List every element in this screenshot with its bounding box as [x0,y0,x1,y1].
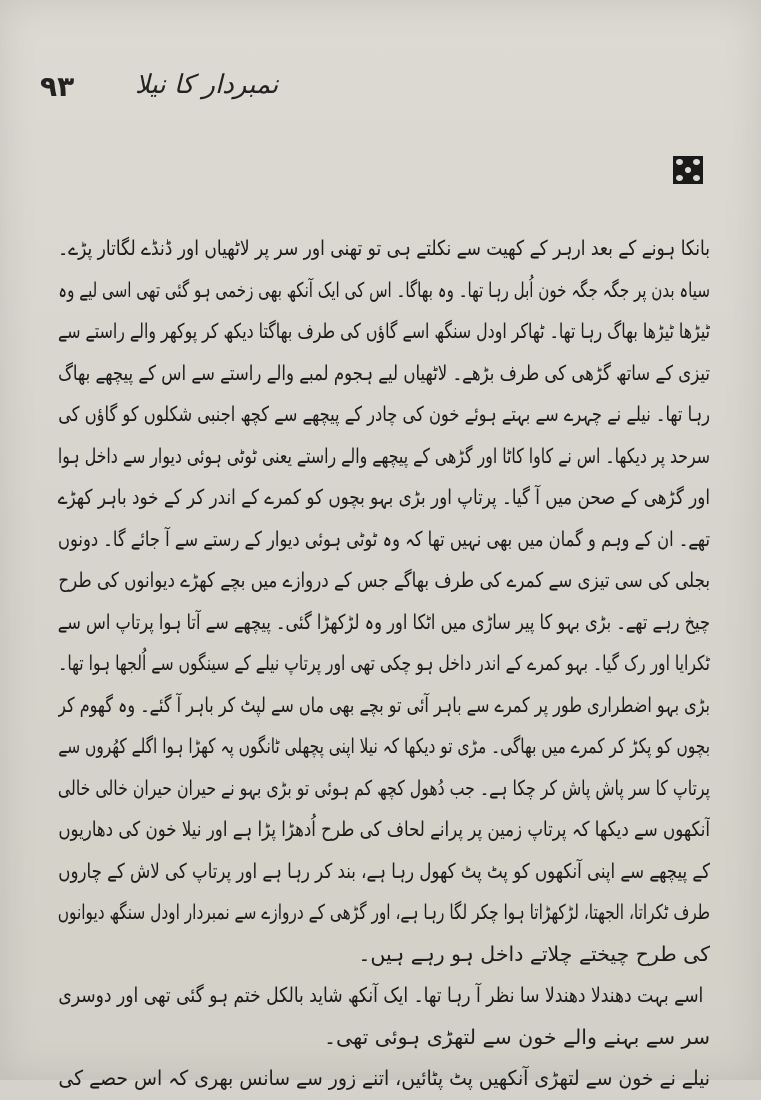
text-line: اسے بہت دھندلا دھندلا سا نظر آ رہا تھا۔ ایک آنکھ شاید بالکل ختم ہو گئی تھی اور دوسری [58,983,704,1007]
text-line: کی طرح چیختے چلاتے داخل ہو رہے ہیں۔ [358,941,710,966]
text-line: بجلی کی سی تیزی سے کمرے کی طرف بھاگے جس کے دروازے میں بچے کھڑے دیوانوں کی طرح [58,568,710,592]
square-ornament-icon [673,156,703,184]
text-line: سیاہ بدن پر جگہ جگہ خون اُبل رہا تھا۔ وہ بھاگا۔ اس کی ایک آنکھ بھی زخمی ہو گئی تھی اسی لیے وہ [58,277,710,302]
text-line: ٹیڑھا ٹیڑھا بھاگ رہا تھا۔ ٹھاکر اودل سنگھ اسے گاؤں کی طرف بھاگتا دیکھ کر پوکھر والے راستے سے [58,319,710,343]
page-header [40,70,720,110]
text-line: سر سے بہنے والے خون سے لتھڑی ہوئی تھی۔ [324,1024,710,1049]
body-text [58,228,710,1100]
text-line: اور گڑھی کے صحن میں آ گیا۔ پرتاپ اور بڑی بہو بچوں کو کمرے کے اندر کر کے خود باہر کھڑے [58,485,710,509]
text-line: بچوں کو پکڑ کر کمرے میں بھاگی۔ مڑی تو دیکھا کہ نیلا اپنی پچھلی ٹانگوں پہ کھڑا ہوا اگلے کھُروں سے [58,734,710,758]
text-line: بڑی بہو اضطراری طور پر کمرے سے باہر آئی تو بچے بھی ماں سے لپٹ کر باہر آ گئے۔ وہ گھوم کر [58,692,710,717]
text-line: کے پیچھے سے اپنی آنکھوں کو پٹ پٹ کھول رہا ہے، بند کر رہا ہے اور پرتاپ کی لاش کے چاروں [58,858,710,883]
text-line: آنکھوں سے دیکھا کہ پرتاپ زمین پر پرانے لحاف کی طرح اُدھڑا پڑا ہے اور نیلا خون کی دھاریوں [58,817,710,841]
text-line: نیلے نے خون سے لتھڑی آنکھیں پٹ پٹائیں، اتنے زور سے سانس بھری کہ اس حصے کی [58,1066,710,1090]
text-line: پرتاپ کا سر پاش پاش کر چکا ہے۔ جب دُھول کچھ کم ہوئی تو بڑی بہو نے حیران حیران خالی خالی [58,775,710,800]
text-line: بانکا ہونے کے بعد ارہر کے کھیت سے نکلتے ہی تو تھنی اور سر پر لاٹھیاں اور ڈنڈے لگاتار پڑے۔ [58,236,710,260]
text-line: چیخ رہے تھے۔ بڑی بہو کا پیر ساڑی میں اٹکا اور وہ لڑکھڑا گئی۔ پیچھے سے آتا ہوا پرتاپ اس سے [58,609,710,634]
text-line: رہا تھا۔ نیلے نے چہرے سے بہتے ہوئے خون کی چادر کے پیچھے سے کچھ اجنبی شکلوں کو گاؤں کی [58,402,710,426]
running-title: نمبردار کا نیلا [135,70,279,100]
text-line: تیزی کے ساتھ گڑھی کی طرف بڑھے۔ لاٹھیاں لیے ہجوم لمبے والے راستے سے اس کے پیچھے بھاگ [58,360,710,385]
text-line: سرحد پر دیکھا۔ اس نے کاوا کاٹا اور گڑھی کے پیچھے والے راستے یعنی ٹوٹی ہوئی دیوار سے داخل ہوا [58,443,710,468]
text-line: طرف ٹکراتا، الجھتا، لڑکھڑاتا ہوا چکر لگا رہا ہے، اور گڑھی کے دروازے سے نمبردار اودل سنگھ دیوانوں [58,900,710,924]
page-number: ۹۳ [40,70,75,103]
text-line: تھے۔ ان کے وہم و گمان میں بھی نہیں تھا کہ وہ ٹوٹی ہوئی دیوار کے رستے سے آ جائے گا۔ دونوں [58,526,710,551]
text-line: ٹکرایا اور رک گیا۔ بہو کمرے کے اندر داخل ہو چکی تھی اور پرتاپ نیلے کے سینگوں سے اُلجھا ہوا تھا۔ [58,651,710,675]
